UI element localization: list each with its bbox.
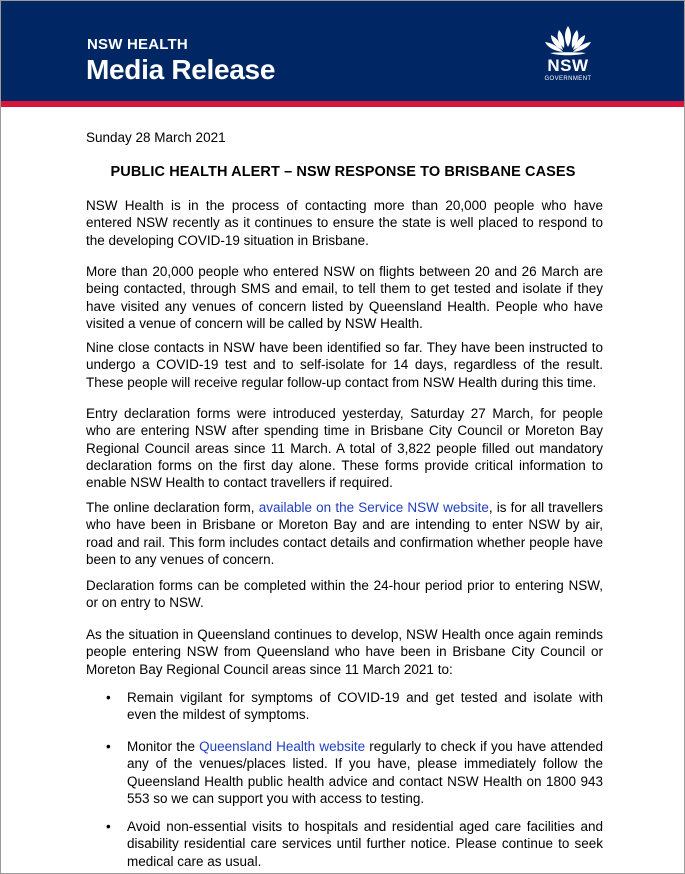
release-headline: PUBLIC HEALTH ALERT – NSW RESPONSE TO BRISBANE CASES [110,164,576,180]
release-date: Sunday 28 March 2021 [86,130,226,145]
document-type-title: Media Release [86,54,276,85]
paragraph-online-declaration [86,499,603,568]
bullet-marker: • [106,819,111,834]
service-nsw-link[interactable]: available on the Service NSW website [258,500,489,515]
bullet-item-avoid-visits: Avoid non-essential visits to hospitals and residential aged care facilities and disability residential care services until further notice. Please continue to seek medical care as usual. [127,819,603,869]
header-banner [1,1,684,107]
paragraph-declaration-window: Declaration forms can be completed within the 24-hour period prior to entering NSW, or on entry to NSW. [86,578,603,611]
bullet-marker: • [106,690,111,705]
paragraph-close-contacts: Nine close contacts in NSW have been identified so far. They have been instructed to undergo a COVID-19 test and to self-isolate for 14 days, regardless of the result. These people will receive regular follow-up contact from NSW Health during this time. [86,340,603,390]
logo-wordmark: NSW [547,56,589,75]
agency-name: NSW HEALTH [87,36,188,53]
monitor-text-before: Monitor the [127,739,200,754]
paragraph-entry-forms: Entry declaration forms were introduced yesterday, Saturday 27 March, for people who are entering NSW after spending time in Brisbane City Council or Moreton Bay Regional Council areas since 11 March. A total of 3,822 people filled out mandatory declaration forms on the first day alone. These forms provide critical information to enable NSW Health to contact travellers if required. [86,406,603,491]
waratah-icon [542,23,594,57]
nsw-government-logo [536,23,600,93]
paragraph-reminder: As the situation in Queensland continues to develop, NSW Health once again reminds people entering NSW from Queensland who have been in Brisbane City Council or Moreton Bay Regional Council areas since 11 March 2021 to: [86,627,603,677]
declaration-text-before: The online declaration form, [86,500,259,515]
bullet-item-vigilant: Remain vigilant for symptoms of COVID-19 and get tested and isolate with even the mildest of symptoms. [127,690,603,723]
logo-subtitle: GOVERNMENT [544,76,592,82]
queensland-health-link[interactable]: Queensland Health website [199,739,366,754]
bullet-marker: • [106,739,111,754]
declaration-text-after: , is for all travellers who have been in Brisbane or Moreton Bay and are intending to enter NSW by air, road and rail. This form includes contact details and confirmation whether people have been to any venues of concern. [86,500,604,567]
monitor-text-after: regularly to check if you have attended any of the venues/places listed. If you have, please immediately follow the Queensland Health public health advice and contact NSW Health on 1800 943 553 so we can support you with access to testing. [127,739,603,806]
paragraph-contacting: NSW Health is in the process of contacting more than 20,000 people who have entered NSW recently as it continues to ensure the state is well placed to respond to the developing COVID-19 situation in Brisbane. [86,198,603,248]
paragraph-flights: More than 20,000 people who entered NSW on flights between 20 and 26 March are being contacted, through SMS and email, to tell them to get tested and isolate if they have visited any venues of concern listed by Queensland Health. People who have visited a venue of concern will be called by NSW Health. [86,264,603,331]
bullet-item-monitor [127,738,603,807]
